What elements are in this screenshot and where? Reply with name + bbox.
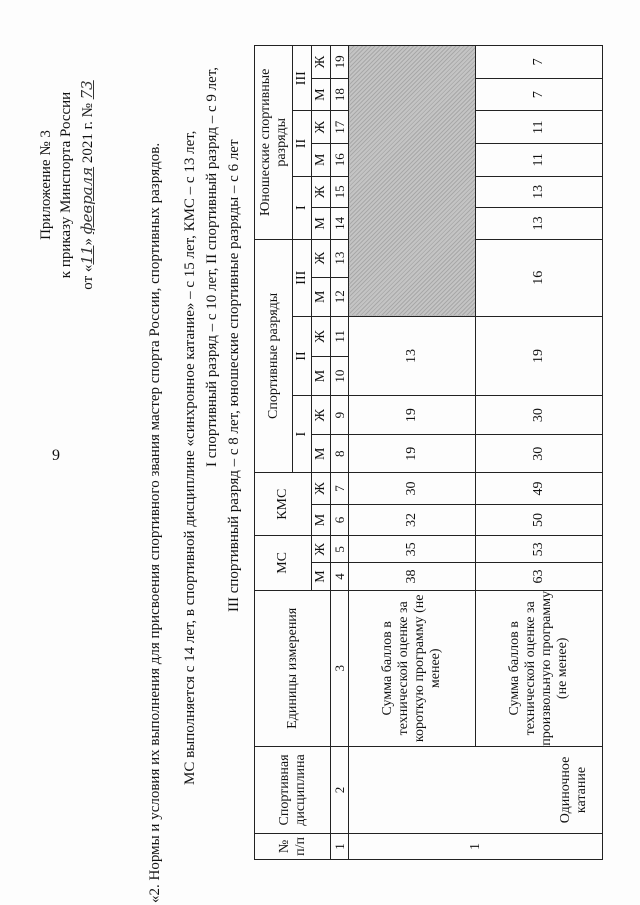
- appendix-date-line: от «11» февраля 2021 г. № 73: [78, 80, 96, 290]
- gender-m: М: [312, 78, 331, 111]
- table-row: [349, 46, 476, 860]
- value-cell: 11: [476, 111, 603, 144]
- gender-f: Ж: [312, 176, 331, 208]
- value-cell: 13: [349, 316, 476, 395]
- gender-m: М: [312, 208, 331, 240]
- gender-m: М: [312, 435, 331, 473]
- appendix-title: Приложение № 3: [38, 130, 54, 240]
- gender-f: Ж: [312, 46, 331, 79]
- header-youth-rank-2: II: [293, 111, 312, 176]
- norms-table: [254, 45, 603, 860]
- gender-f: Ж: [312, 239, 331, 277]
- value-cell: 50: [476, 504, 603, 536]
- header-num: № п/п: [255, 833, 331, 859]
- header-kms: КМС: [255, 473, 312, 536]
- value-cell: 7: [476, 46, 603, 79]
- header-rank-2: II: [293, 316, 312, 395]
- value-cell: 13: [476, 208, 603, 240]
- conditions-line-3: III спортивный разряд – с 8 лет, юношеские спортивные разряды – с 6 лет: [226, 139, 242, 612]
- value-cell: 19: [349, 396, 476, 435]
- value-cell: 63: [476, 563, 603, 590]
- header-units: Единицы измерения: [255, 590, 331, 746]
- page-number: 9: [52, 447, 60, 464]
- value-cell: 19: [349, 435, 476, 473]
- gender-f: Ж: [312, 396, 331, 435]
- value-cell: 30: [349, 473, 476, 505]
- value-cell: 30: [476, 396, 603, 435]
- value-cell: 16: [476, 239, 603, 316]
- discipline-cell: Одиночное катание: [349, 747, 603, 834]
- gender-m: М: [312, 563, 331, 590]
- table-row: [476, 46, 603, 860]
- gender-f: Ж: [312, 473, 331, 505]
- appendix-order: к приказу Минспорта России: [58, 91, 74, 279]
- header-rank-3: III: [293, 239, 312, 316]
- gender-m: М: [312, 144, 331, 177]
- row-number: 1: [349, 833, 603, 859]
- gender-m: М: [312, 357, 331, 396]
- header-youth-rank-3: III: [293, 46, 312, 111]
- conditions-line-1: МС выполняется с 14 лет, в спортивной дисциплине «синхронное катание» – с 15 лет, КМС – с 13 лет,: [182, 130, 198, 785]
- gender-m: М: [312, 277, 331, 316]
- header-sport-ranks: Спортивные разряды: [255, 239, 293, 473]
- value-cell: 49: [476, 473, 603, 505]
- value-cell: 38: [349, 563, 476, 590]
- unit-cell: Сумма баллов в технической оценке за короткую программу (не менее): [349, 590, 476, 746]
- handwritten-number: 73: [78, 80, 96, 100]
- handwritten-month: февраля: [78, 166, 96, 235]
- header-discipline: Спортивная дисциплина: [255, 747, 331, 834]
- header-youth-ranks: Юношеские спортивные разряды: [255, 46, 293, 240]
- value-cell: 53: [476, 536, 603, 563]
- value-cell: 19: [476, 316, 603, 395]
- header-rank-1: I: [293, 396, 312, 473]
- gender-f: Ж: [312, 316, 331, 356]
- header-ms: МС: [255, 536, 312, 590]
- column-number-row: 1 2 3 4 5 6 7 8 9 10 11 12 13 14 15 16 17 18 19: [331, 46, 349, 860]
- gender-m: М: [312, 504, 331, 536]
- gender-f: Ж: [312, 111, 331, 144]
- section-title: «2. Нормы и условия их выполнения для присвоения спортивного звания мастер спорта России, спортивных разрядов.: [147, 142, 163, 903]
- gender-f: Ж: [312, 536, 331, 563]
- value-cell: 32: [349, 504, 476, 536]
- value-cell: 7: [476, 78, 603, 111]
- shaded-cell: [349, 46, 476, 317]
- header-youth-rank-1: I: [293, 176, 312, 239]
- value-cell: 13: [476, 176, 603, 208]
- unit-cell: Сумма баллов в технической оценке за произвольную программу (не менее): [476, 590, 603, 746]
- value-cell: 35: [349, 536, 476, 563]
- handwritten-day: 11: [78, 245, 96, 265]
- value-cell: 11: [476, 144, 603, 177]
- conditions-line-2: I спортивный разряд – с 10 лет, II спортивный разряд – с 9 лет,: [204, 67, 220, 467]
- value-cell: 30: [476, 435, 603, 473]
